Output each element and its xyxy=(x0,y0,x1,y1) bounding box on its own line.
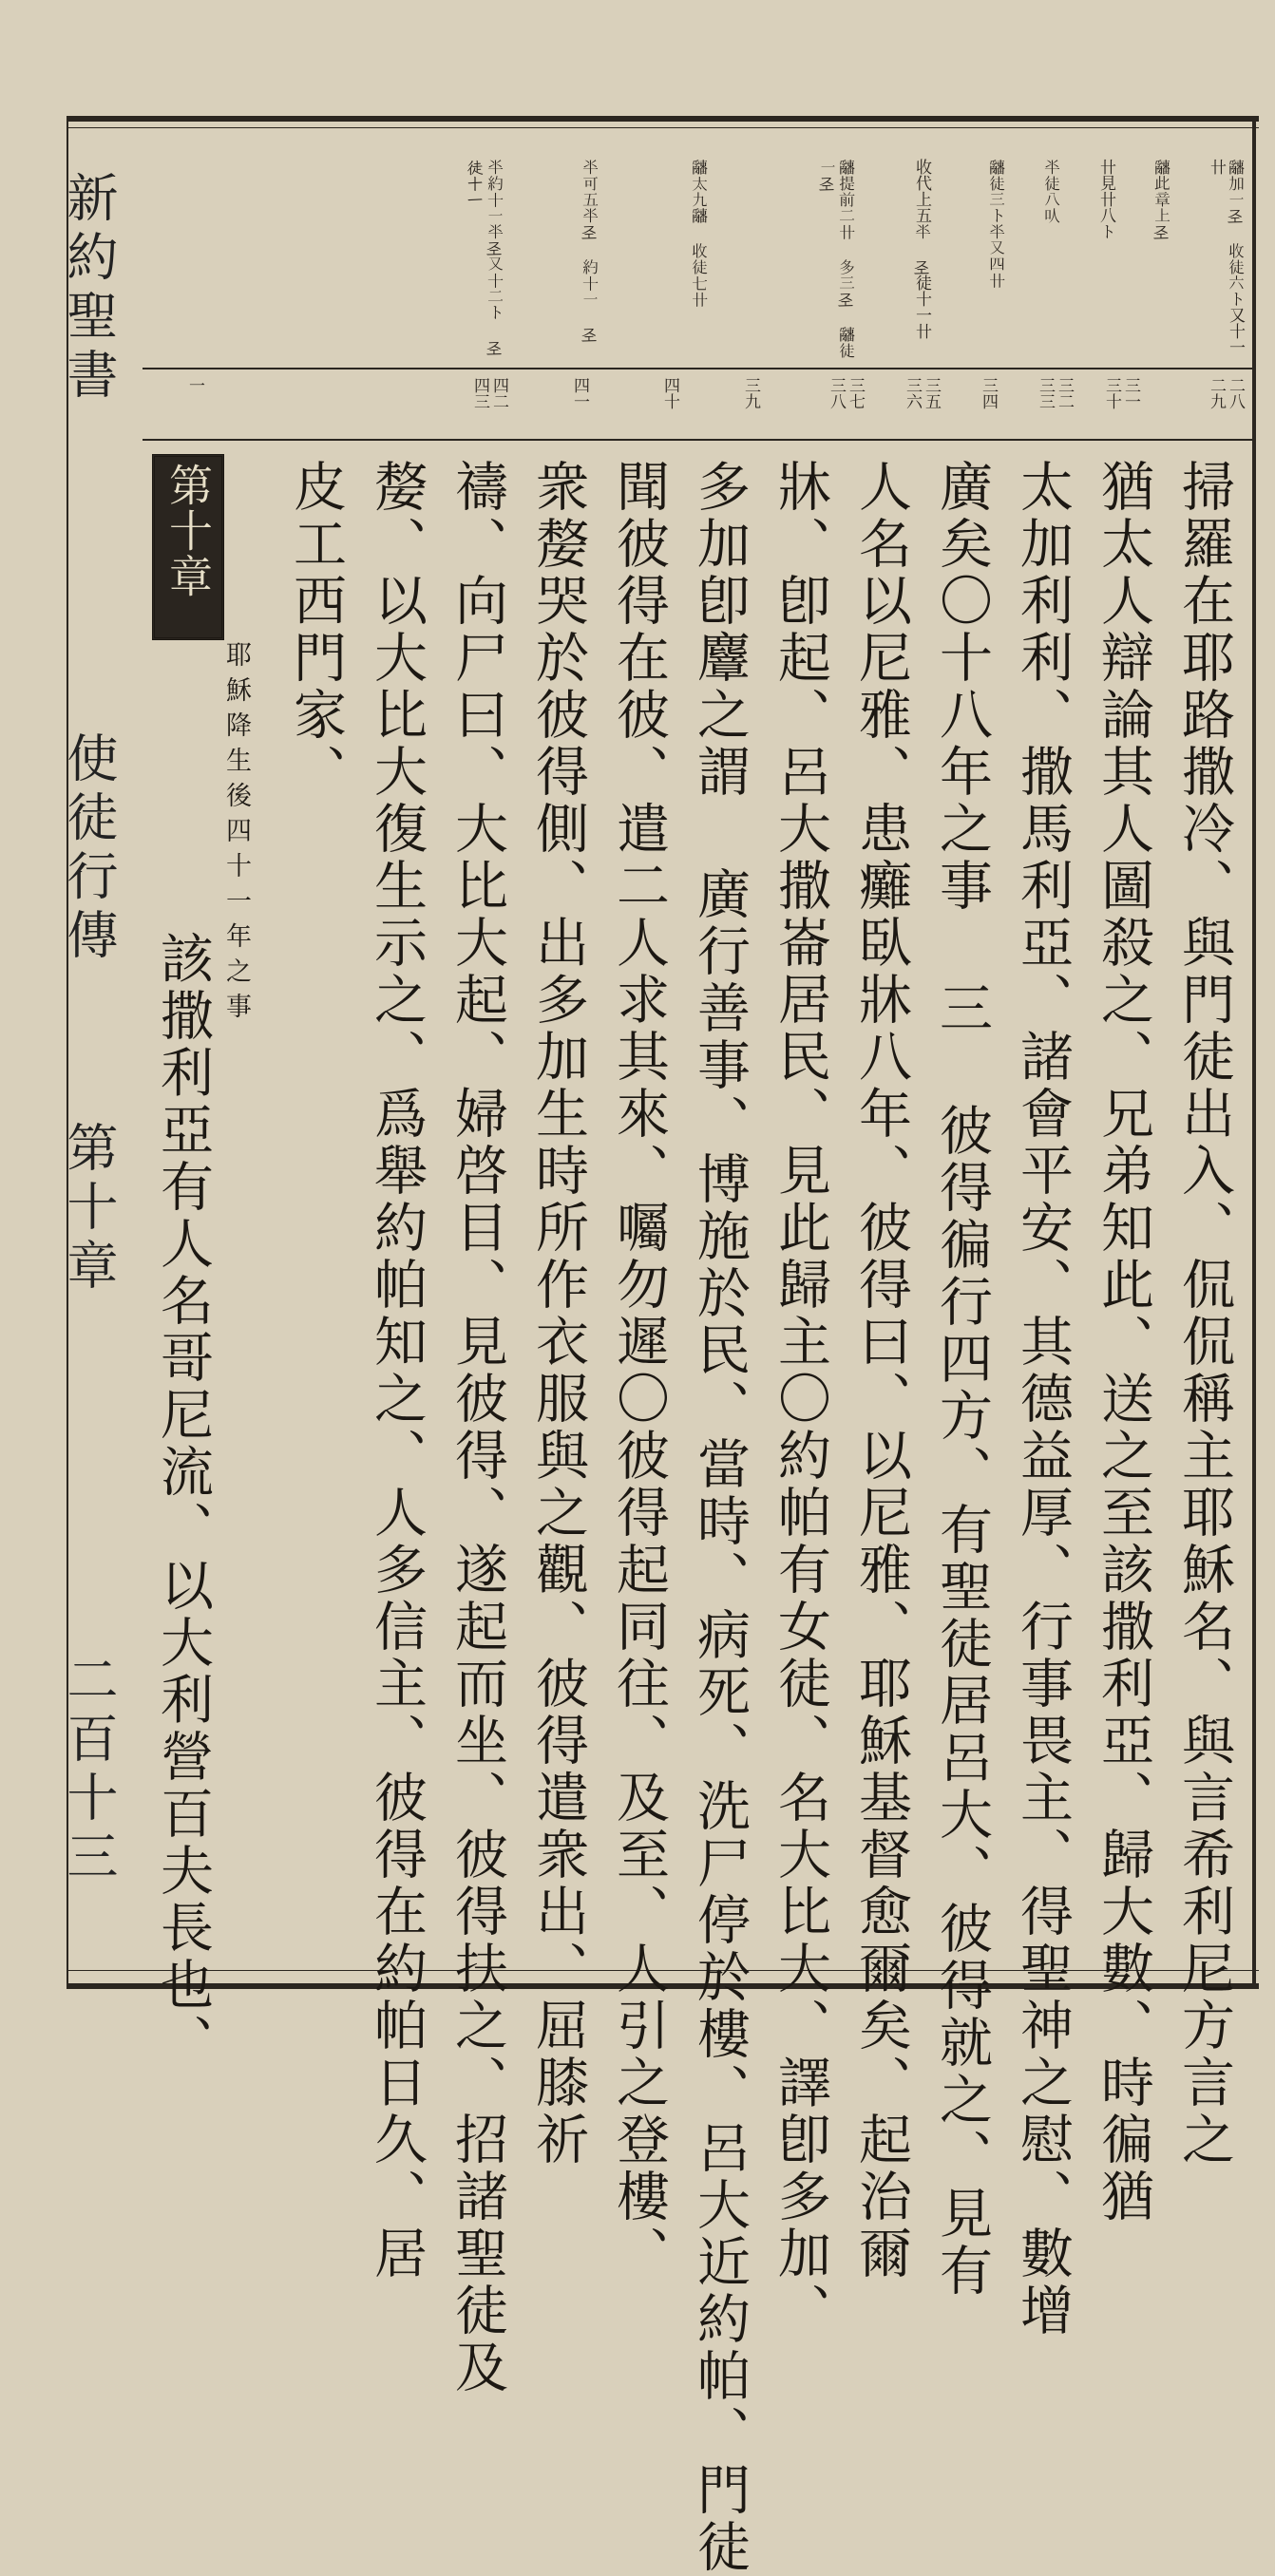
text-column: 聞彼得在彼、遣二人求其來、囑勿遲〇彼得起同往、及至、人引之登樓、 xyxy=(608,459,670,2282)
text-column: 衆嫠哭於彼得側、出多加生時所作衣服與之觀、彼得遣衆出、屈膝祈 xyxy=(527,459,589,2169)
text-column: 牀、卽起、呂大撒崙居民、見此歸主〇約帕有女徒、名大比大、譯卽多加、 xyxy=(770,459,831,2339)
frame-rule-top xyxy=(67,127,1259,128)
volume-title: 使徒行傳 xyxy=(59,731,119,967)
verse-marker: 三二 三三 xyxy=(1036,377,1074,409)
text-column: 廣矣〇十八年之事 三 彼得徧行四方、有聖徒居呂大、彼得就之、見有 xyxy=(931,459,993,2300)
cross-reference: 收代上五𠦂 𢀖徒十一卄 xyxy=(912,159,931,339)
verse-marker: 一 xyxy=(185,377,204,393)
verse-marker: 二八 二九 xyxy=(1207,377,1245,409)
verse-marker: 三七 三八 xyxy=(827,377,865,409)
cross-reference: 𤕌加一𢀖 收徒六ト又十一卄 xyxy=(1207,159,1245,355)
cross-reference: 卄見卄八ト xyxy=(1096,159,1115,239)
text-column: 掃羅在耶路撒冷、與門徒出入、侃侃稱主耶穌名、與言希利尼方言之 xyxy=(1173,459,1235,2169)
cross-reference: 𠦂可五𠦂𢀖 約十一 𢀖 xyxy=(580,159,599,342)
cross-reference-register xyxy=(143,138,1249,366)
cross-reference: 𠦂約十一𠦂𢀖又十二ト 𢀖徒十一 xyxy=(466,159,504,355)
verse-marker: 四十 xyxy=(660,377,679,409)
text-column: 猶太人辯論其人圖殺之、兄弟知此、送之至該撒利亞、歸大數、時徧猶 xyxy=(1093,459,1154,2226)
verse-marker: 三五 三六 xyxy=(903,377,941,409)
text-column: 禱、向尸曰、大比大起、婦啓目、見彼得、遂起而坐、彼得扶之、招諸聖徒及 xyxy=(447,459,508,2396)
text-column: 人名以尼雅、患癱臥牀八年、彼得曰、以尼雅、耶穌基督愈爾矣、起治爾 xyxy=(850,459,912,2282)
cross-reference: 𠦂徒八㕥 xyxy=(1041,159,1060,223)
book-title: 新約聖書 xyxy=(59,171,119,407)
chapter-heading-label: 第十章 xyxy=(162,463,214,599)
chapter-first-line: 該撒利亞有人名哥尼流、以大利營百夫長也、 xyxy=(152,931,214,2071)
verse-marker: 三四 xyxy=(979,377,998,409)
text-column: 嫠、以大比大復生示之、爲舉約帕知之、人多信主、彼得在約帕日久、居 xyxy=(366,459,428,2282)
frame-rule-left xyxy=(67,116,68,1983)
verse-marker: 四二 四三 xyxy=(470,377,508,409)
chapter-date-note: 耶穌降生後四十一年之事 xyxy=(221,641,251,1028)
cross-reference: 𤕌提前二卄 多三𢀖 𤕌徒一𢀖 xyxy=(817,159,855,358)
text-column: 多加卽麞之謂 廣行善事、博施於民、當時、病死、洗尸停於樓、呂大近約帕、門徒 xyxy=(689,459,751,2576)
main-text xyxy=(143,451,1254,2576)
text-column: 皮工西門家、 xyxy=(285,459,347,801)
verse-number-row xyxy=(143,375,1252,432)
chapter-label: 第十章 xyxy=(59,1121,119,1297)
verse-marker: 四一 xyxy=(570,377,589,409)
text-column: 太加利利、撒馬利亞、諸會平安、其德益厚、行事畏主、得聖神之慰、數增 xyxy=(1012,459,1074,2339)
cross-reference: 𤕌此章上𢀖 xyxy=(1151,159,1170,239)
cross-reference: 𤕌太九𤕌 收徒七卄 xyxy=(689,159,708,307)
chapter-heading-box xyxy=(152,454,224,640)
page-number: 二百十三 xyxy=(59,1653,119,1888)
verse-marker: 三一 三十 xyxy=(1102,377,1140,409)
cross-reference: 𤕌徒三ト𠦂又四卄 xyxy=(986,159,1005,288)
verse-marker: 三九 xyxy=(741,377,760,409)
register-rule xyxy=(143,368,1252,369)
register-rule xyxy=(143,439,1252,441)
